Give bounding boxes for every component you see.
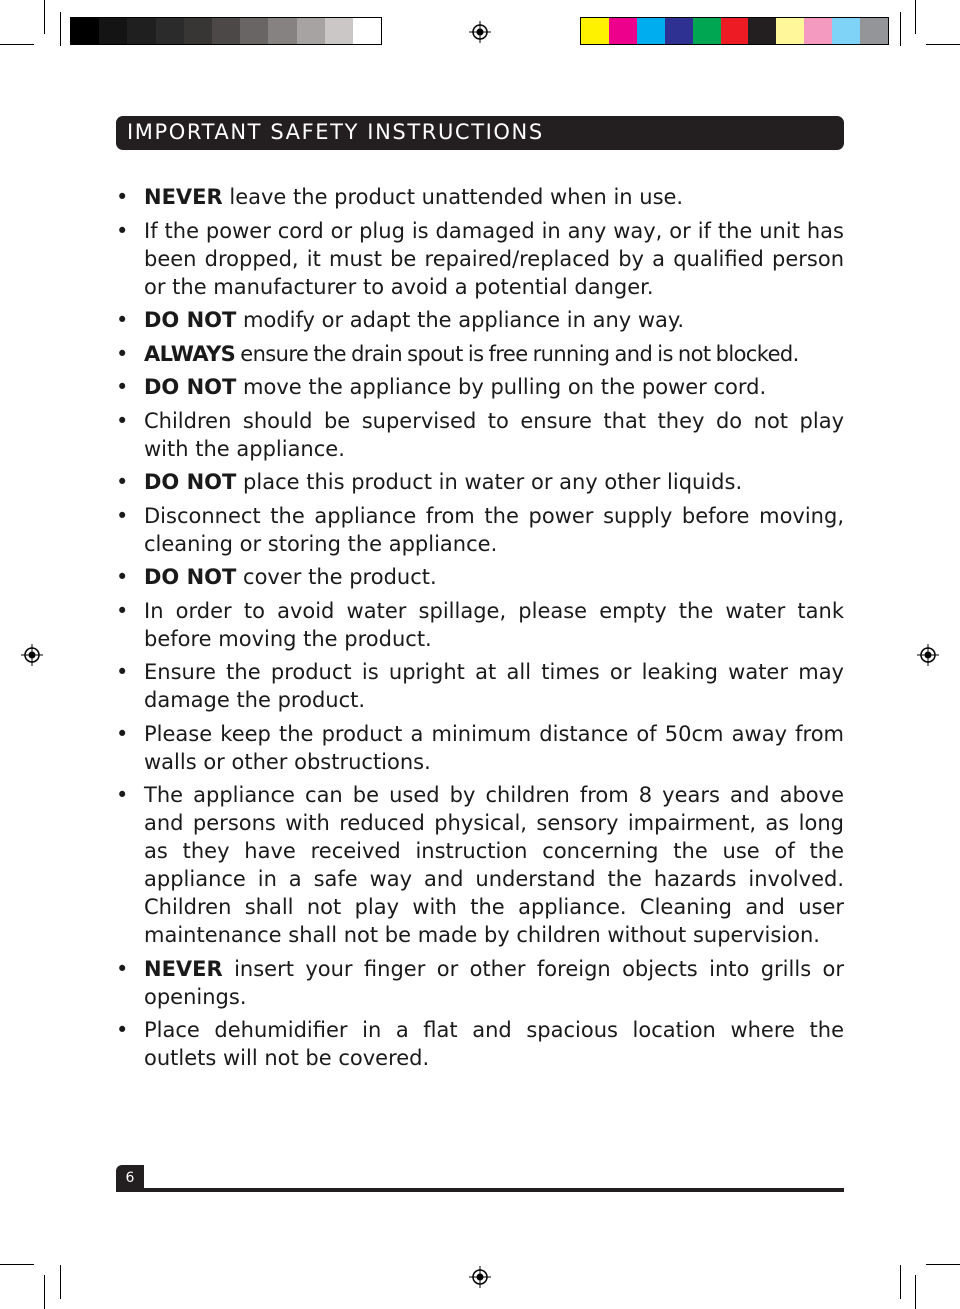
color-swatch: [71, 18, 99, 44]
emphasis-keyword: DO NOT: [144, 308, 237, 332]
bullet-icon: •: [116, 1018, 129, 1042]
emphasis-keyword: ALWAYS: [144, 341, 236, 366]
crop-mark: [915, 1275, 916, 1309]
instruction-text: Please keep the product a minimum distance of 50cm away from walls or other obstructions.: [144, 721, 844, 774]
color-swatch: [637, 18, 665, 44]
instruction-text: Ensure the product is upright at all times or leaking water may damage the product.: [144, 660, 844, 712]
registration-mark-icon: [21, 644, 43, 666]
list-item: [116, 217, 844, 301]
list-item: [116, 597, 844, 653]
color-swatch: [665, 18, 693, 44]
list-item: [116, 955, 844, 1011]
emphasis-keyword: NEVER: [144, 185, 223, 209]
color-swatch: [776, 18, 804, 44]
color-swatch: [268, 18, 296, 44]
list-item: [116, 563, 844, 591]
bullet-icon: •: [116, 218, 129, 243]
crop-mark: [915, 0, 916, 34]
list-item: [116, 407, 844, 463]
color-swatch: [127, 18, 155, 44]
bullet-icon: •: [116, 660, 129, 684]
bullet-icon: •: [116, 308, 129, 332]
instruction-text: cover the product.: [236, 565, 437, 589]
color-swatch: [240, 18, 268, 44]
safety-instruction-list: [116, 183, 844, 1078]
emphasis-keyword: DO NOT: [144, 375, 237, 399]
bullet-icon: •: [116, 341, 128, 366]
crop-mark: [60, 1265, 61, 1299]
bullet-icon: •: [116, 470, 129, 494]
color-swatch: [804, 18, 832, 44]
section-header-bar: [116, 116, 844, 150]
bullet-icon: •: [116, 375, 129, 399]
color-swatch: [184, 18, 212, 44]
crop-mark: [44, 0, 45, 34]
instruction-text: Disconnect the appliance from the power supply before moving, cleaning or storing the appliance.: [144, 503, 844, 556]
bullet-icon: •: [116, 185, 129, 209]
color-swatch: [325, 18, 353, 44]
crop-mark: [900, 12, 901, 46]
list-item: [116, 468, 844, 496]
instruction-text: Place dehumidifier in a flat and spacious location where the outlets will not be covered.: [144, 1018, 844, 1070]
crop-mark: [0, 1264, 34, 1265]
page-number-badge: [116, 1165, 144, 1191]
registration-mark-icon: [469, 21, 491, 43]
registration-mark-icon: [469, 1266, 491, 1288]
color-swatch: [860, 18, 888, 44]
list-item: [116, 502, 844, 558]
instruction-text: Children should be supervised to ensure that they do not play with the appliance.: [144, 408, 844, 461]
emphasis-keyword: DO NOT: [144, 470, 237, 494]
emphasis-keyword: DO NOT: [144, 565, 237, 589]
cmyk-color-bar: [580, 17, 889, 45]
section-title: IMPORTANT SAFETY INSTRUCTIONS: [127, 120, 544, 144]
crop-mark: [926, 1264, 960, 1265]
color-swatch: [212, 18, 240, 44]
list-item: [116, 373, 844, 401]
color-swatch: [156, 18, 184, 44]
bullet-icon: •: [116, 408, 129, 433]
footer-rule: [116, 1188, 844, 1192]
page-number: 6: [125, 1170, 135, 1186]
color-swatch: [748, 18, 776, 44]
bullet-icon: •: [116, 956, 129, 981]
crop-mark: [926, 44, 960, 45]
registration-mark-icon: [917, 644, 939, 666]
color-swatch: [99, 18, 127, 44]
list-item: [116, 183, 844, 211]
bullet-icon: •: [116, 503, 129, 528]
instruction-text: leave the product unattended when in use.: [222, 185, 684, 209]
instruction-text: move the appliance by pulling on the power cord.: [236, 375, 767, 399]
list-item: [116, 306, 844, 334]
color-swatch: [832, 18, 860, 44]
color-swatch: [693, 18, 721, 44]
crop-mark: [60, 12, 61, 46]
list-item: [116, 340, 844, 368]
instruction-text: If the power cord or plug is damaged in any way, or if the unit has been dropped, it must be repaired/replaced by a qualified person or the manufacturer to avoid a potential danger.: [144, 218, 844, 299]
crop-mark: [44, 1275, 45, 1309]
crop-mark: [900, 1265, 901, 1299]
emphasis-keyword: NEVER: [144, 956, 223, 981]
bullet-icon: •: [116, 721, 129, 746]
instruction-text: The appliance can be used by children from 8 years and above and persons with reduced physical, sensory impairment, as long as they have received instruction concerning the use of the appliance in a safe way and understand the hazards involved. Children shall not play with the appliance. Cleaning and user maintenance shall not be made by children without supervision.: [144, 783, 844, 947]
color-swatch: [353, 18, 381, 44]
list-item: [116, 1016, 844, 1072]
bullet-icon: •: [116, 565, 129, 589]
list-item: [116, 720, 844, 776]
instruction-text: insert your finger or other foreign objects into grills or openings.: [144, 956, 844, 1009]
color-swatch: [297, 18, 325, 44]
instruction-text: ensure the drain spout is free running and is not blocked.: [235, 341, 799, 366]
color-swatch: [609, 18, 637, 44]
bullet-icon: •: [116, 783, 129, 807]
grayscale-color-bar: [70, 17, 382, 45]
bullet-icon: •: [116, 598, 129, 623]
crop-mark: [0, 44, 34, 45]
instruction-text: In order to avoid water spillage, please empty the water tank before moving the product.: [144, 598, 844, 651]
list-item: [116, 658, 844, 714]
list-item: [116, 781, 844, 949]
instruction-text: modify or adapt the appliance in any way.: [236, 308, 685, 332]
color-swatch: [581, 18, 609, 44]
instruction-text: place this product in water or any other liquids.: [236, 470, 743, 494]
color-swatch: [721, 18, 749, 44]
